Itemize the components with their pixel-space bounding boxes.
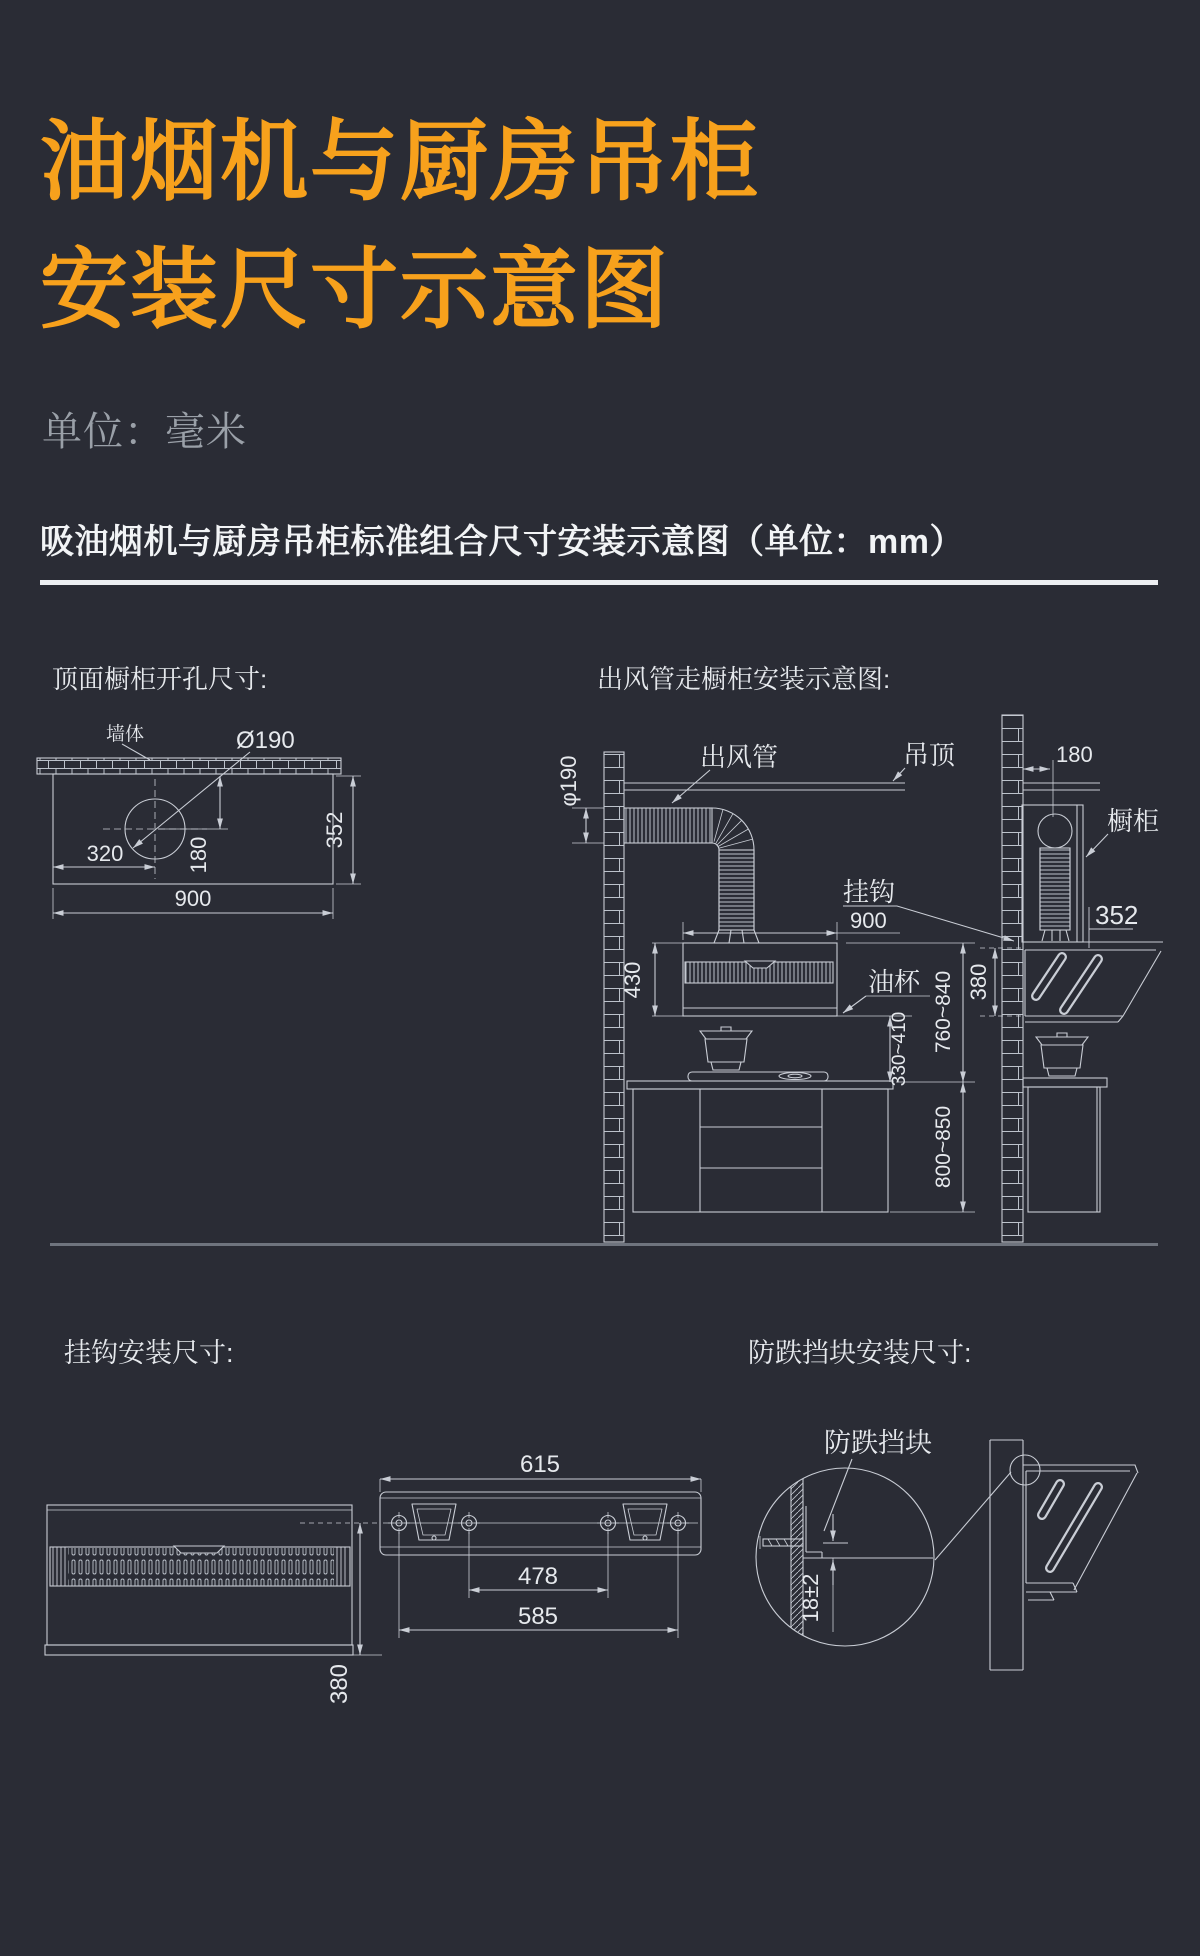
- wall-label: 墙体: [106, 724, 145, 745]
- cabinet-leader: [1086, 834, 1108, 857]
- dim-duct-dia: φ190: [556, 755, 581, 807]
- dim-wall-offset: 180: [1056, 742, 1093, 767]
- page-title-line2: 安装尺寸示意图: [40, 240, 671, 339]
- detail-circle: [756, 1468, 934, 1646]
- oil-cup-leader: [843, 996, 866, 1013]
- dim-gap: 18±2: [798, 1573, 823, 1623]
- cooking-pot-front: [700, 1027, 752, 1070]
- wall-brick-strip: [37, 758, 341, 774]
- section-title: 吸油烟机与厨房吊柜标准组合尺寸安装示意图（单位：mm）: [40, 523, 964, 561]
- diagram-a-title: 顶面橱柜开孔尺寸:: [52, 664, 268, 694]
- diagram-block-mount: [748, 1338, 1138, 1670]
- dim-hood-height: 430: [620, 961, 645, 999]
- diagram-b-title: 出风管走橱柜安装示意图:: [597, 664, 891, 694]
- diagram-top-cutout: [37, 664, 361, 919]
- hood-bracket-large: [1023, 1465, 1138, 1600]
- hood-rear-view: [380, 1492, 701, 1555]
- oil-cup-label: 油杯: [868, 967, 921, 997]
- duct-section-circle: [1038, 814, 1072, 848]
- block-profile: [806, 1506, 822, 1558]
- grille-notch: [174, 1546, 224, 1553]
- dim-585: 585: [517, 1603, 559, 1630]
- section-underline: [40, 580, 1158, 585]
- countertop-side: [1023, 1078, 1107, 1087]
- dim-hood-width: 900: [850, 908, 887, 933]
- dim-900: 900: [174, 886, 212, 911]
- duct-vertical-side: [1040, 848, 1070, 930]
- diagram-duct-run: [556, 664, 1163, 1242]
- duct-label: 出风管: [700, 742, 779, 772]
- dim-615: 615: [519, 1451, 561, 1478]
- ceiling-label: 吊顶: [903, 740, 956, 770]
- diagram-d-title: 防跌挡块安装尺寸:: [748, 1338, 972, 1368]
- hole-diameter-label: Ø190: [236, 727, 295, 754]
- dim-hob-gap: 330~410: [889, 1011, 910, 1087]
- grille-slots: [68, 1548, 334, 1586]
- dim-352: 352: [322, 811, 347, 849]
- diagram-c-title: 挂钩安装尺寸:: [64, 1338, 234, 1368]
- cooking-pot-side: [1036, 1033, 1088, 1076]
- hook-label: 挂钩: [843, 877, 896, 907]
- duct-leader: [672, 770, 710, 803]
- dim-180: 180: [186, 836, 211, 874]
- countertop-front: [627, 1081, 893, 1089]
- duct-vertical: [719, 850, 754, 930]
- wall-board-side: [990, 1440, 1023, 1670]
- block-label: 防跌挡块: [824, 1428, 932, 1458]
- cabinet-label: 橱柜: [1107, 806, 1160, 836]
- duct-horizontal: [624, 808, 712, 843]
- hood-base-lip: [45, 1645, 353, 1655]
- dim-hook-drop: 380: [966, 963, 991, 1001]
- base-cabinet-side: [1028, 1087, 1100, 1212]
- dim-counter-height: 800~850: [932, 1105, 955, 1189]
- duct-collar: [714, 930, 759, 943]
- hook-keyholes: [412, 1504, 667, 1540]
- wall-column-side: [1002, 715, 1023, 1242]
- dim-hood-top: 760~840: [932, 970, 955, 1054]
- note-352: 352: [1095, 900, 1139, 930]
- base-cabinet-front: [633, 1089, 888, 1212]
- diagram-hook-mount: [45, 1338, 701, 1704]
- dim-320: 320: [86, 841, 124, 866]
- dim-380: 380: [326, 1663, 353, 1705]
- dim-478: 478: [517, 1563, 559, 1590]
- unit-note: 单位：毫米: [42, 410, 247, 454]
- burner: [779, 1073, 811, 1080]
- page-title-line1: 油烟机与厨房吊柜: [40, 112, 761, 211]
- detail-connector: [935, 1472, 1011, 1560]
- section-divider: [50, 1243, 1158, 1246]
- block-position-circle: [1010, 1455, 1040, 1485]
- ceiling-lines: [624, 783, 905, 790]
- detail-content: [760, 1468, 933, 1646]
